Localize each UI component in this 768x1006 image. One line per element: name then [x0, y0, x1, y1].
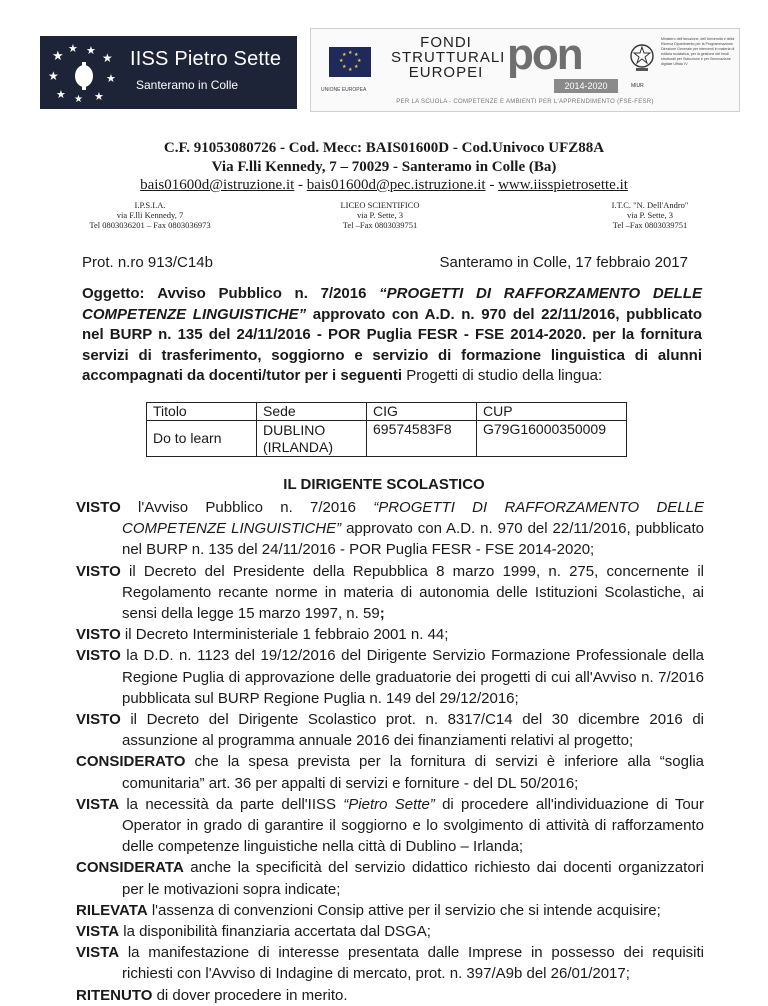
svg-text:★: ★ [86, 45, 96, 57]
pon-logo-box [310, 28, 740, 112]
list-item: VISTA la necessità da parte dell'IISS “Pietro Sette” di procedere all'individuazione di Tour Operator in grado di garantire il soggiorno e lo svolgimento di attività di rafforzamento delle competenze linguistiche nella città di Dublino – Irlanda; [76, 795, 704, 856]
svg-text:★: ★ [106, 73, 116, 85]
table-header-cell: CUP [477, 403, 627, 421]
miur-label: MIUR [631, 83, 644, 89]
svg-text:★: ★ [102, 51, 113, 65]
table-cell-titolo: Do to learn [147, 421, 257, 457]
document-date: Santeramo in Colle, 17 febbraio 2017 [439, 254, 688, 271]
svg-text:★: ★ [48, 69, 59, 83]
website-link[interactable]: www.iisspietrosette.it [498, 177, 628, 193]
table-cell-cig: 69574583F8 [367, 421, 477, 457]
section-heading: IL DIRIGENTE SCOLASTICO [283, 476, 485, 493]
svg-text:★: ★ [354, 52, 359, 58]
svg-text:★: ★ [68, 43, 78, 55]
pon-wordmark: pon [507, 30, 582, 79]
list-item: VISTA la manifestazione di interesse presentata dalle Imprese in possesso dei requisiti richiesti con l'Avviso di Indagine di mercato, prot. n. 397/A9b del 26/01/2017; [76, 944, 704, 983]
email-link[interactable]: bais01600d@istruzione.it [140, 177, 295, 193]
header-banner [40, 28, 740, 118]
table-cell-sede: DUBLINO (IRLANDA) [257, 421, 367, 457]
institute-ipsia: I.P.S.I.A. via F.lli Kennedy, 7 Tel 0803036201 – Fax 0803036973 [89, 200, 211, 230]
list-item: VISTO la D.D. n. 1123 del 19/12/2016 del Dirigente Servizio Formazione Professionale della Regione Puglia di approvazione delle graduatorie dei progetti di cui all'Avviso n. 7/2016 pubblicata sul BURP Regione Puglia n. 149 del 29/12/2016; [76, 647, 704, 707]
recitals [76, 497, 704, 1006]
pec-email-link[interactable]: bais01600d@pec.istruzione.it [306, 177, 486, 193]
list-item: VISTO il Decreto Interministeriale 1 febbraio 2001 n. 44; [76, 626, 449, 644]
list-item: VISTO il Decreto del Dirigente Scolastico prot. n. 8317/C14 del 30 dicembre 2016 di assunzione al programma annuale 2016 dei finanziamenti relativi al progetto; [76, 711, 704, 750]
svg-text:★: ★ [342, 64, 347, 70]
list-item: RITENUTO di dover procedere in merito. [76, 986, 348, 1004]
eu-label: UNIONE EUROPEA [321, 87, 367, 93]
svg-text:★: ★ [342, 52, 347, 58]
eu-flag-icon [329, 47, 371, 77]
subject-label: Oggetto: [82, 285, 145, 302]
fondi-strutturali-label: FONDI STRUTTURALI EUROPEI [391, 34, 506, 81]
svg-text:★: ★ [339, 58, 344, 64]
table-header-row [147, 403, 627, 421]
institute-itc: I.T.C. "N. Dell'Andro" via P. Sette, 3 Tel –Fax 0803039751 [611, 200, 689, 230]
list-item: VISTO il Decreto del Presidente della Repubblica 8 marzo 1999, n. 275, concernente il Regolamento recante norme in materia di autonomia delle Istituzioni Scolastiche, ai sensi della legge 15 marzo 1997, n. 59; [76, 562, 704, 623]
table-header-cell: CIG [367, 403, 477, 421]
school-logo [40, 36, 297, 109]
stars-icon [46, 40, 124, 104]
school-city: Santeramo in Colle [136, 78, 239, 92]
ministry-text: Ministero dell'Istruzione, dell'Università e della Ricerca Dipartimento per la Programmazione Direzione Generale per interventi in materia di edilizia scolastica, per la gestione dei fondi strutturali per l'istruzione e per l'innovazione digitale Ufficio IV [661, 37, 735, 66]
italian-emblem-icon [629, 41, 655, 75]
school-contacts: bais01600d@istruzione.it - bais01600d@pec.istruzione.it - www.iisspietrosette.it [140, 177, 628, 193]
list-item: VISTA la disponibilità finanziaria accertata dal DSGA; [76, 923, 431, 941]
table-header-cell: Titolo [147, 403, 257, 421]
pon-years-badge: 2014-2020 [554, 79, 618, 93]
school-name: IISS Pietro Sette [130, 48, 282, 70]
svg-text:★: ★ [348, 67, 353, 73]
svg-text:★: ★ [354, 64, 359, 70]
list-item: CONSIDERATA anche la specificità del servizio didattico richiesto dai docenti organizzatori per le motivazioni sopra indicate; [76, 859, 704, 898]
school-codes: C.F. 91053080726 - Cod. Mecc: BAIS01600D - Cod.Univoco UFZ88A [163, 140, 605, 156]
projects-table [146, 402, 627, 457]
list-item: RILEVATA l'assenza di convenzioni Consip attive per il servizio che si intende acquisire; [76, 901, 661, 919]
table-cell-cup: G79G16000350009 [477, 421, 627, 457]
svg-text:★: ★ [357, 58, 362, 64]
protocol-number: Prot. n.ro 913/C14b [82, 254, 213, 271]
subject-block: Oggetto: Avviso Pubblico n. 7/2016 “PROGETTI DI RAFFORZAMENTO DELLE COMPETENZE LINGUISTICHE” approvato con A.D. n. 970 del 22/11/2016, pubblicato nel BURP n. 135 del 24/11/2016 - POR Puglia FESR - FSE 2014-2020. per la fornitura servizi di trasferimento, soggiorno e servizio di formazione linguistica di alunni accompagnati da docenti/tutor per i seguenti Progetti di studio della lingua: [82, 285, 702, 385]
table-header-cell: Sede [257, 403, 367, 421]
pon-strip-text: PER LA SCUOLA - COMPETENZE E AMBIENTI PER L'APPRENDIMENTO (FSE-FESR) [396, 99, 654, 105]
svg-text:★: ★ [56, 89, 66, 101]
svg-text:★: ★ [74, 94, 83, 105]
svg-text:★: ★ [94, 91, 104, 103]
institute-liceo: LICEO SCIENTIFICO via P. Sette, 3 Tel –Fax 0803039751 [340, 200, 420, 230]
list-item: CONSIDERATO che la spesa prevista per la fornitura di servizi è inferiore alla “soglia comunitaria” art. 36 per appalti di servizi e forniture - del DL 50/2016; [76, 753, 704, 792]
table-row [147, 421, 627, 457]
list-item: VISTO l'Avviso Pubblico n. 7/2016 “PROGETTI DI RAFFORZAMENTO DELLE COMPETENZE LINGUISTICHE” approvato con A.D. n. 970 del 22/11/2016, pubblicato nel BURP n. 135 del 24/11/2016 - POR Puglia FESR - FSE 2014-2020; [76, 499, 705, 559]
svg-text:★: ★ [52, 48, 64, 63]
svg-text:★: ★ [348, 50, 353, 56]
school-address: Via F.lli Kennedy, 7 – 70029 - Santeramo in Colle (Ba) [211, 159, 557, 175]
